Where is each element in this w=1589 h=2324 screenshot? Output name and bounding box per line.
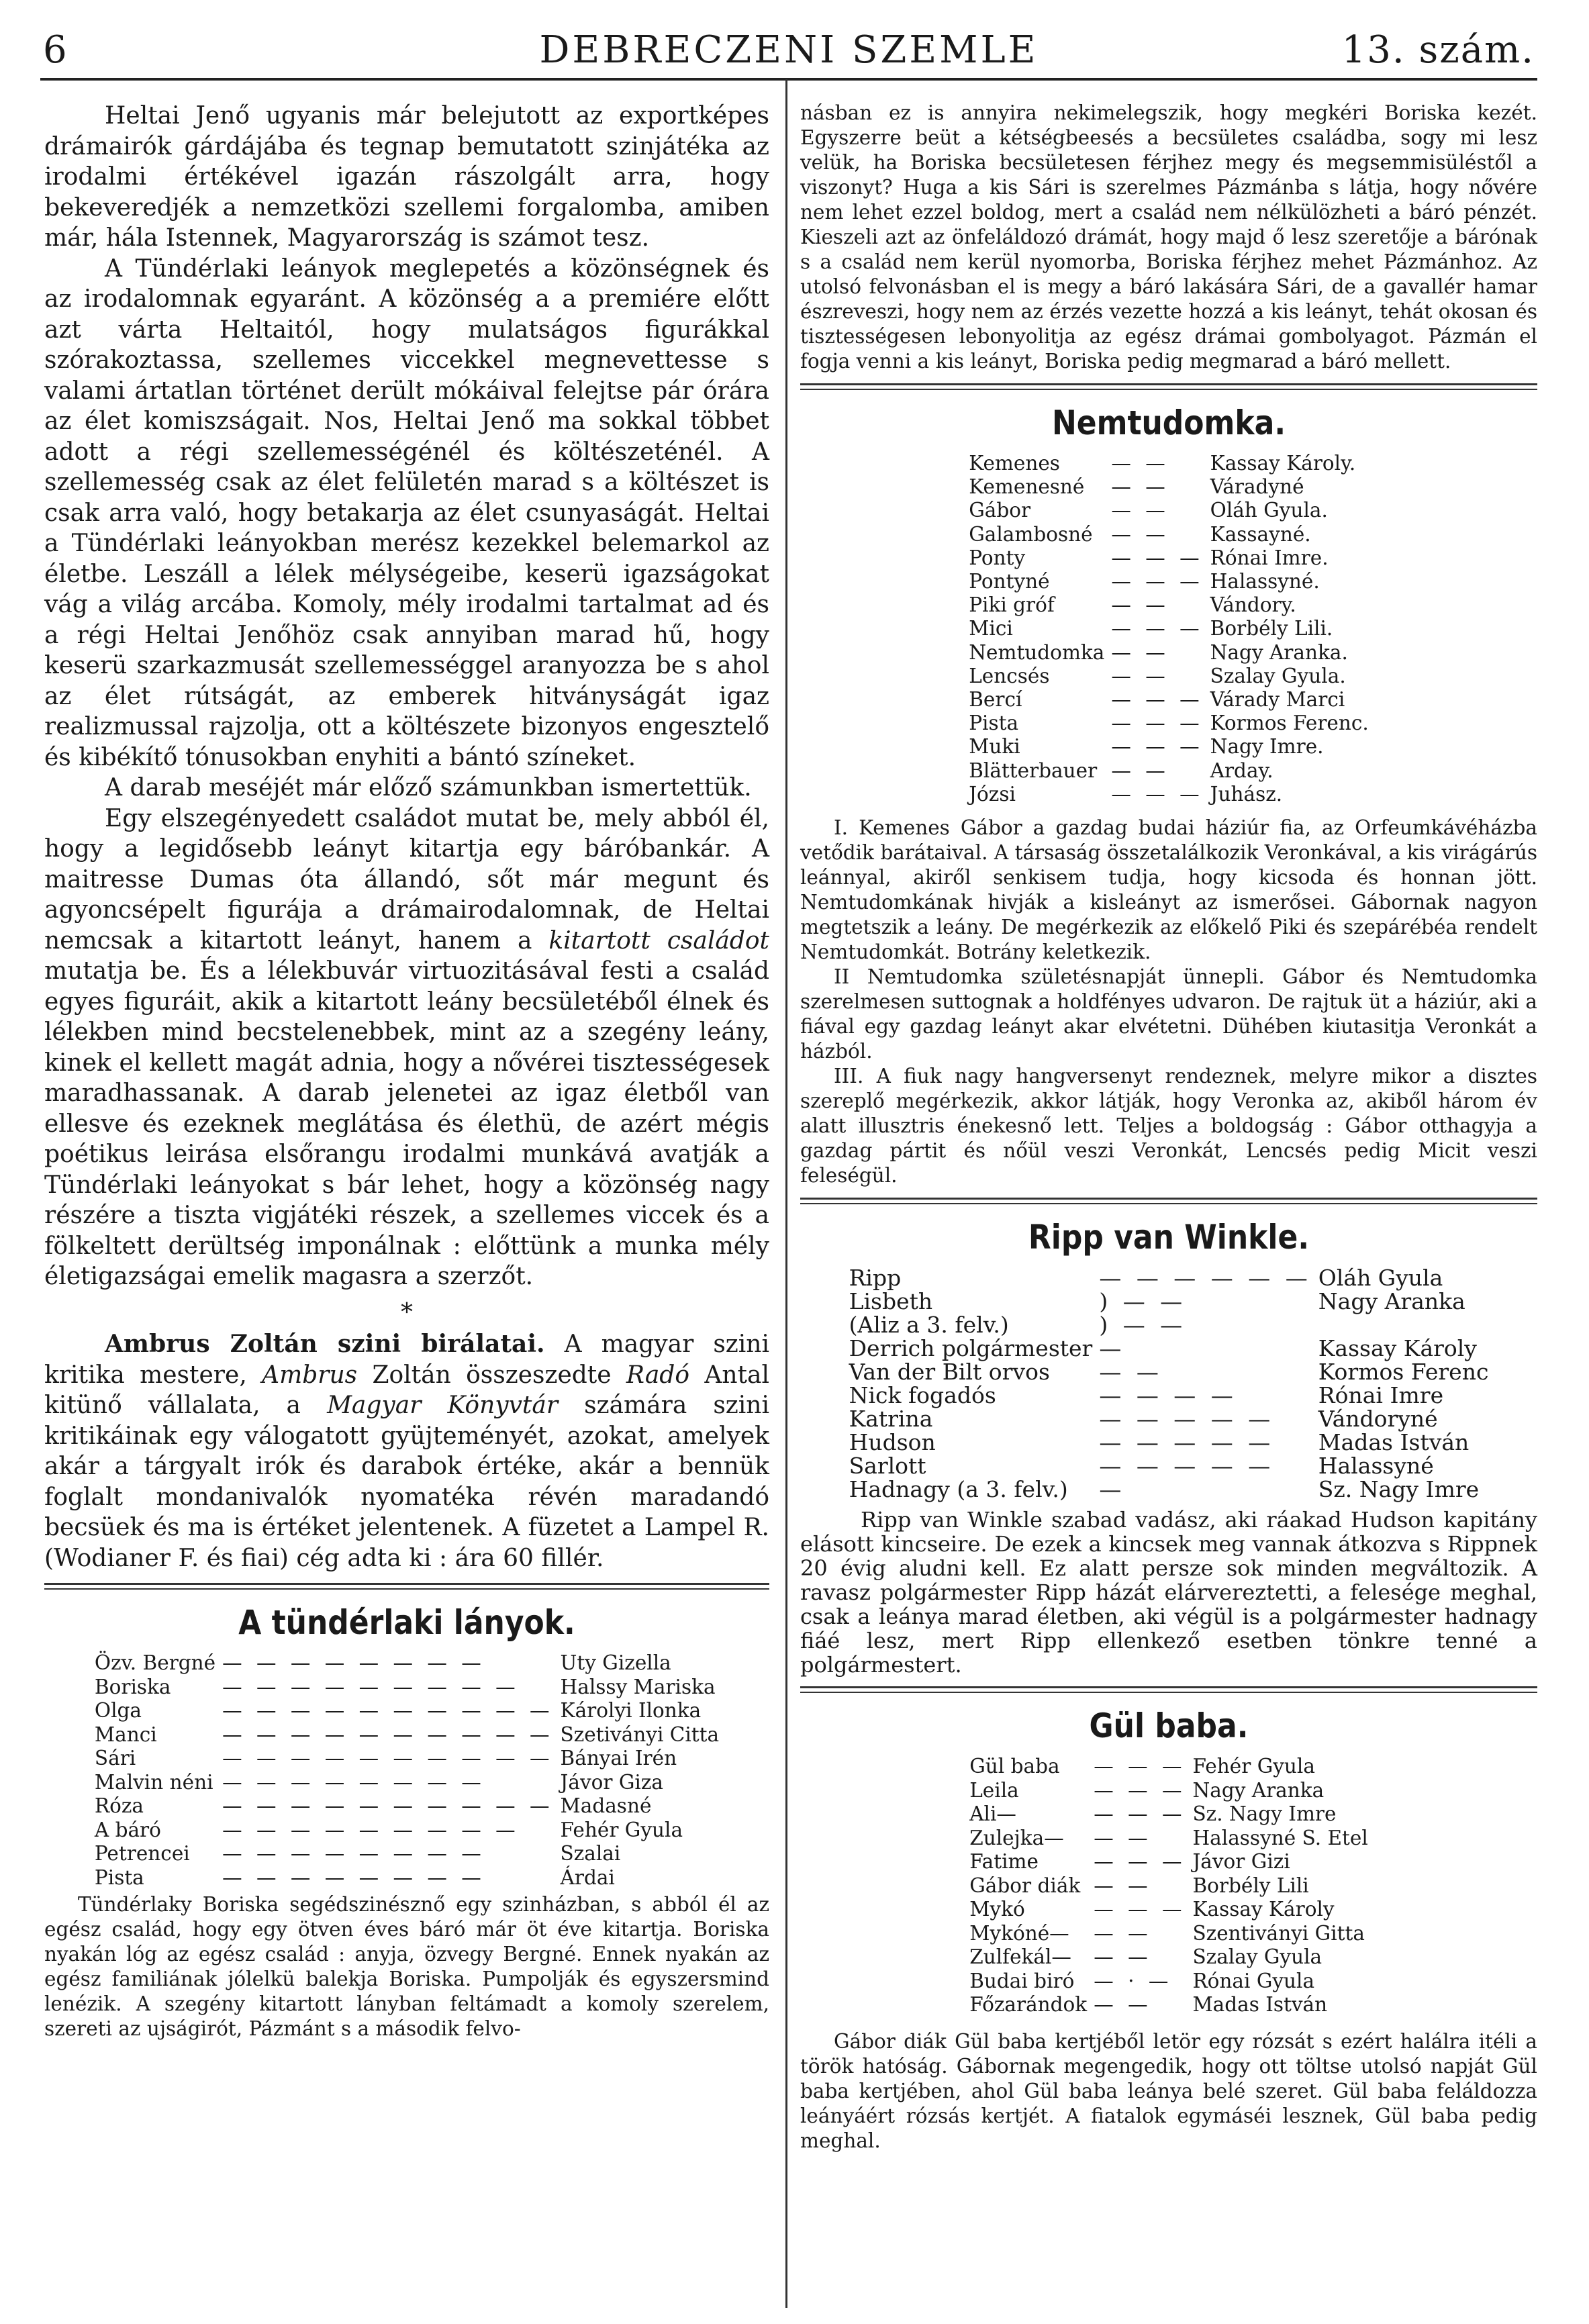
cast-row-nemtudomka [969,617,1369,640]
notice-lead: Ambrus Zoltán szini birálatai. [105,1330,545,1358]
cast-row-gul-baba [969,1827,1368,1851]
cast-role: Bercí [969,688,1022,712]
cast-role: Fatime [969,1850,1039,1874]
cast-dash: ) — — [1099,1312,1187,1339]
cast-actor: Várady Marci [1210,688,1345,712]
cast-dash: — — — — — — — — [222,1651,485,1674]
play-title-tunderlaki: A tündérlaki lányok. [238,1603,575,1642]
cast-row-gul-baba [969,1755,1368,1779]
cast-dash: — — — — — [1099,1429,1275,1456]
cast-role: Petrencei [94,1842,190,1865]
cast-dash: — — — [1094,1778,1186,1802]
cast-dash: — — — — — — — — — — [222,1794,554,1817]
cast-role: (Aliz a 3. felv.) [849,1312,1009,1339]
cast-actor: Rónai Imre [1318,1382,1444,1409]
cast-row-gul-baba [969,1945,1368,1970]
cast-actor: Szalay Gyula. [1210,664,1346,687]
cast-dash: — — — [1111,782,1204,806]
cast-actor: Oláh Gyula. [1210,499,1328,522]
cast-dash: — — [1094,1921,1152,1945]
cast-dash: — — [1111,452,1169,475]
cast-row-tunderlaki [95,1723,719,1747]
cast-actor: Borbély Lili [1192,1874,1309,1897]
cast-role: Gábor [969,499,1031,522]
cast-role: Lisbeth [849,1288,933,1315]
cast-role: Ponty [969,546,1026,569]
cast-role: Hadnagy (a 3. felv.) [849,1476,1068,1503]
cast-row-ripp [849,1337,1489,1360]
synopsis-gul-baba: Gábor diák Gül baba kertjéből letör egy rózsát s ezért halálra itéli a török hatóság. Gábornak megengedik, hogy ott töltse utolsó napját Gül baba kertjében, ahol Gül baba leánya belé szeret. Gül baba feláldozza leányáért rózsás kertjét. A fiatalok egymáséi lesznek, Gül baba pedig meghal. [800,2029,1537,2152]
cast-actor: Jávor Giza [560,1770,663,1794]
cast-role: Blätterbauer [969,759,1098,782]
cast-dash: — — [1094,1826,1152,1849]
cast-row-gul-baba [969,1802,1368,1827]
page-header [40,23,1537,77]
review-article [44,101,769,1573]
cast-row-gul-baba [969,1922,1368,1946]
cast-row-nemtudomka [969,783,1369,806]
cast-dash: — — — [1094,1802,1186,1826]
cast-dash: — — — — — — [1099,1265,1312,1292]
cast-row-nemtudomka [969,759,1369,783]
cast-role: Manci [94,1723,157,1746]
cast-dash: — — — — — [1099,1406,1275,1433]
cast-role: Leila [969,1778,1019,1802]
cast-role: Hudson [849,1429,936,1456]
article-paragraph: Egy elszegényedett családot mutat be, mely abból él, hogy a legidősebb leányt kitartja egy báróbankár. A maitresse Dumas óta állandó, sőt már megunt és agyoncsépelt figurája a drámairodalomnak, de Heltai nemcsak a kitartott leányt, hanem a kitartott családot mutatja be. És a lélekbuvár virtuozitásával festi a család egyes figuráit, akik a kitartott leány becsületéből élnek és lélekben mind becstelenebbek, mint az a szegény leány, kinek el kellett magát adnia, hogy a nővérei tisztességesek maradhassanak. A darab jelenetei az igaz életből van ellesve és ezeknek meglátása és élethü, de azért mégis poétikus leirása elsőrangu irodalmi munkává avatják a Tündérlaki leányokat s bár lehet, hogy a közönség nagy részére a tiszta vigjátéki részek, a szellemes viccek és a fölkeltett derültség imponálnak : előttünk a munka mély életigazságai emelik magasra a szerzőt. [44,804,769,1290]
cast-actor: Oláh Gyula [1318,1265,1443,1292]
cast-dash: — · — [1094,1969,1173,1992]
cast-dash: — — [1111,593,1169,617]
section-rule [44,1583,769,1590]
synopsis-ripp: Ripp van Winkle szabad vadász, aki ráakad Hudson kapitány elásott kincseire. De ezek a kincsek meg vannak átkozva s Rippnek 20 évig aludni kell. Ez alatt persze sok minden megváltozik. A ravasz polgármester Ripp házát elárvereztetti, a felesége meghal, csak a leánya marad életben, aki végül is a polgármester hadnagy fiáé lesz, mert Ripp ellenkező esetben tönkre tenné a polgármestert. [800,1507,1537,1678]
cast-dash: — — [1111,475,1169,499]
section-separator-star: * [401,1298,413,1326]
cast-actor: Nagy Aranka [1318,1288,1465,1315]
cast-actor: Fehér Gyula [560,1818,683,1841]
cast-dash: — — [1111,640,1169,664]
cast-row-nemtudomka [969,593,1369,617]
cast-dash: ) — — [1099,1288,1187,1315]
cast-actor: Bányai Irén [560,1747,677,1770]
cast-role: Sári [94,1747,136,1770]
cast-actor: Juhász. [1210,782,1283,806]
cast-dash: — — — [1111,546,1204,569]
cast-actor: Madasné [560,1794,652,1817]
cast-role: Pontyné [969,570,1050,593]
cast-actor: Kormos Ferenc. [1210,712,1369,735]
cast-dash: — — — — — [1099,1453,1275,1480]
cast-actor: Kormos Ferenc [1318,1359,1489,1386]
cast-list-ripp [849,1266,1489,1501]
cast-row-ripp [849,1478,1489,1501]
cast-role: Kemenesné [969,475,1085,499]
cast-role: Piki gróf [969,593,1055,617]
synopsis-tunderlaki: Tündérlaky Boriska segédszinésznő egy szinházban, s abból él az egész család, hogy egy ötven éves báró már öt éve kitartja. Boriska nyakán lóg az egész család : anyja, özvegy Bergné. Ennek nyakán az egész familiának jólelkü balekja Boriska. Pumpolják és egyszersmind lenézik. A szegény kitartott lányban feltámadt a komoly szerelem, szereti az ujságirót, Pázmánt s a második felvo- [44,1893,769,2040]
cast-actor: Halassyné. [1210,570,1320,593]
cast-actor: Szalay Gyula [1192,1945,1322,1969]
cast-role: Kemenes [969,452,1060,475]
cast-actor: Madas István [1192,1993,1328,2017]
cast-actor: Árdai [560,1866,615,1889]
right-column [800,101,1537,2153]
cast-role: Lencsés [969,664,1050,687]
cast-actor: Borbély Lili. [1210,617,1333,640]
cast-row-ripp [849,1290,1489,1313]
cast-row-gul-baba [969,1779,1368,1803]
cast-role: Róza [94,1794,144,1817]
cast-role: Nick fogadós [849,1382,996,1409]
cast-role: A báró [94,1818,161,1841]
cast-role: Gábor diák [969,1874,1081,1897]
cast-row-tunderlaki [95,1699,719,1723]
cast-role: Pista [94,1866,144,1889]
header-rule [40,78,1537,81]
cast-row-gul-baba [969,1970,1368,1994]
cast-dash: — — — [1111,688,1204,712]
cast-dash: — — — — — — — — — [222,1818,520,1841]
cast-actor: Madas István [1318,1429,1470,1456]
cast-dash: — — — [1094,1755,1186,1778]
cast-actor: Nagy Imre. [1210,735,1324,759]
cast-list-gul-baba [969,1755,1368,2017]
cast-role: Derrich polgármester [849,1335,1093,1362]
cast-role: Mykó [969,1898,1025,1921]
cast-actor: Vándoryné [1318,1406,1438,1433]
cast-actor: Kassay Károly. [1210,452,1356,475]
cast-row-nemtudomka [969,546,1369,570]
cast-dash: — — — [1111,712,1204,735]
cast-dash: — — — — [1099,1382,1237,1409]
cast-actor: Szetiványi Citta [560,1723,720,1746]
page-number: 6 [43,28,68,72]
cast-role: Olga [94,1699,142,1722]
cast-row-nemtudomka [969,688,1369,712]
cast-role: Mici [969,617,1013,640]
synopsis-nemtudomka: I. Kemenes Gábor a gazdag budai háziúr fia, az Orfeumkávéházba vetődik barátaival. A társaság összetalálkozik Veronkával, a kis virágárús leánnyal, akiről senkisem tudja, hogy kicsoda és honnan jött. Nemtudomkának hivják a kisleányt az ismerősei. Gábornak nagyon megtetszik a leány. De megérkezik az előkelő Piki és szepárébéa rendelt Nemtudomkát. Botrány keletkezik. II Nemtudomka születésnapját ünnepli. Gábor és Nemtudomka szerelmesen suttognak a holdfényes udvaron. De rajtuk üt a háziúr, aki a fiával egy gazdag leányt akar elvétetni. Dühében kiutasitja Veronkát a házból. III. A fiuk nagy hangversenyt rendeznek, melyre mikor a disztes szereplő megérkezik, akkor látják, hogy Veronka az, akiből három év alatt illusztris énekesnő lett. Teljes a boldogság : Gábor otthagyja a gazdag pártit és nőül veszi Veronkát, Lencsés pedig Micit veszi feleségül. [800,816,1537,1188]
cast-row-ripp [849,1431,1489,1454]
cast-dash: — — — [1094,1898,1186,1921]
cast-row-tunderlaki [95,1651,719,1676]
cast-dash: — — — — — — — — — — [222,1699,554,1722]
cast-row-nemtudomka [969,665,1369,688]
cast-row-ripp [849,1407,1489,1431]
cast-row-nemtudomka [969,499,1369,522]
cast-row-ripp [849,1313,1489,1337]
cast-row-tunderlaki [95,1747,719,1771]
cast-role: Sarlott [849,1453,926,1480]
cast-row-nemtudomka [969,475,1369,499]
cast-dash: — — — — — — — — — — [222,1723,554,1746]
cast-actor: Kassay Károly [1192,1898,1335,1921]
cast-dash: — — — — — — — — — [222,1675,520,1698]
cast-dash: — — [1111,664,1169,687]
article-paragraph: A darab meséjét már előző számunkban ismertettük. [105,774,752,802]
cast-dash: — — — — — — — — [222,1842,485,1865]
cast-actor: Uty Gizella [560,1651,671,1674]
cast-dash: — — [1111,759,1169,782]
cast-role: Van der Bilt orvos [849,1359,1050,1386]
left-column [44,101,769,2041]
cast-role: Főzarándok [969,1993,1088,2017]
column-rule [785,79,787,2308]
cast-actor: Szentiványi Gitta [1192,1921,1365,1945]
cast-actor: Halssy Mariska [560,1675,716,1698]
ambrus-notice: Ambrus Zoltán szini birálatai. A magyar szini kritika mestere, Ambrus Zoltán összeszedte Radó Antal kitünő vállalata, a Magyar Könyvtár számára szini kritikáinak egy válogatott gyüjteményét, azokat, amelyek akár a tárgyalt irók és darabok értéke, akár a bennük foglalt mondanivalók nyomatéka révén maradandó becsüek és ma is értéket jelentenek. A füzetet a Lampel R. (Wodianer F. és fiai) cég adta ki : ára 60 fillér. [44,1330,769,1572]
italic-phrase: kitartott családot [548,926,769,955]
cast-list-tunderlaki [95,1651,719,1890]
cast-dash: — — [1094,1993,1152,2017]
cast-dash: — — [1111,522,1169,546]
cast-actor: Halassyné S. Etel [1192,1826,1368,1849]
cast-dash: — — [1094,1945,1152,1969]
cast-actor: Rónai Gyula [1192,1969,1315,1992]
cast-role: Pista [969,712,1019,735]
cast-row-gul-baba [969,1898,1368,1922]
cast-role: Gül baba [969,1755,1060,1778]
cast-row-ripp [849,1266,1489,1290]
cast-dash: — — — — — — — — [222,1770,485,1794]
cast-dash: — — — [1111,735,1204,759]
cast-row-gul-baba [969,1874,1368,1898]
cast-row-ripp [849,1384,1489,1407]
cast-role: Ripp [849,1265,902,1292]
cast-actor: Szalai [560,1842,621,1865]
cast-actor: Fehér Gyula [1192,1755,1315,1778]
cast-list-nemtudomka [969,452,1369,806]
cast-actor: Károlyi Ilonka [560,1699,702,1722]
cast-row-tunderlaki [95,1771,719,1795]
cast-role: Ali— [969,1802,1016,1826]
cast-actor: Sz. Nagy Imre [1318,1476,1480,1503]
cast-actor: Rónai Imre. [1210,546,1329,569]
cast-row-gul-baba [969,1993,1368,2017]
section-rule [800,1686,1537,1693]
cast-row-tunderlaki [95,1676,719,1700]
cast-dash: — — [1111,499,1169,522]
newspaper-title: DEBRECZENI SZEMLE [539,28,1039,72]
cast-row-nemtudomka [969,523,1369,546]
cast-dash: — — — — — — — — [222,1866,485,1889]
article-paragraph: A Tündérlaki leányok meglepetés a közönségnek és az irodalomnak egyaránt. A közönség a a premiére előtt azt várta Heltaitól, hogy mulatságos figurákkal szórakoztassa, szellemes viccekkel megnevettesse s valami ártatlan történet derült mókáival felejtse pár órára az élet komiszságait. Nos, Heltai Jenő ma sokkal többet adott a régi szellemességénél és költészeténél. A szellemesség csak az élet felületén marad s a költészet is csak arra való, hogy betakarja az élet csunyaságát. Heltai a Tündérlaki leányokban merész kezekkel belemarkol az életbe. Leszáll a lélek mélységeibe, keserü igazságokat vág a világ arcába. Komoly, mély irodalmi tartalmat ad és a régi Heltai Jenőhöz csak annyiban marad hű, hogy keserü szarkazmusát szellemességgel aranyozza be s ahol az élet rútságát, az emberek hitványságát igaz realizmussal rajzolja, ott a költészete bizonyos engesztelő és kibékítő tónusokban enyhiti a bántó színeket. [44,254,769,771]
cast-role: Muki [969,735,1020,759]
issue-number: 13. szám. [1341,28,1535,72]
cast-role: Katrina [849,1406,933,1433]
cast-row-nemtudomka [969,570,1369,593]
cast-actor: Vándory. [1210,593,1296,617]
cast-role: Mykóné— [969,1921,1069,1945]
cast-row-ripp [849,1454,1489,1478]
cast-role: Józsi [969,782,1016,806]
cast-row-ripp [849,1360,1489,1384]
cast-dash: — — [1094,1874,1152,1897]
cast-role: Zulfekál— [969,1945,1071,1969]
cast-actor: Arday. [1210,759,1273,782]
cast-dash: — — — [1111,617,1204,640]
cast-dash: — — [1099,1359,1163,1386]
play-title-gul-baba: Gül baba. [1089,1706,1249,1746]
section-rule [800,383,1537,390]
cast-dash: — — — [1111,570,1204,593]
play-title-nemtudomka: Nemtudomka. [1051,403,1286,442]
cast-actor: Váradyné [1210,475,1304,499]
cast-row-tunderlaki [95,1819,719,1843]
cast-role: Özv. Bergné [94,1651,216,1674]
cast-role: Budai biró [969,1969,1075,1992]
section-rule [800,1198,1537,1204]
play-title-ripp: Ripp van Winkle. [1028,1218,1310,1257]
cast-row-tunderlaki [95,1866,719,1890]
synopsis-continuation: násban ez is annyira nekimelegszik, hogy megkéri Boriska kezét. Egyszerre beüt a kétségbeesés a becsületes családba, sogy mi lesz velük, ha Boriska becsületesen férjhez megy és megsemmisüléstől a viszonyt? Huga a kis Sári is szerelmes Pázmánba s látja, hogy nővére nem lehet ezzel boldog, mert a család nem nélkülözheti a báró pénzét. Kieszeli azt az önfeláldozó drámát, hogy majd ő lesz szeretője a bárónak s a család nem kerül nyomorba, Boriska férjhez mehet Pázmánhoz. Az utolsó felvonásban el is megy a báró lakására Sári, de a gavallér hamar észreveszi, hogy nem az érzés vezette hozzá a kis leányt, tehát okosan és tisztességesen lebonyolitja az egész drámai gombolyagot. Pázmán el fogja venni a kis leányt, Boriska pedig megmarad a báró mellett. [800,101,1537,373]
cast-actor: Kassayné. [1210,522,1311,546]
cast-row-nemtudomka [969,712,1369,735]
cast-row-gul-baba [969,1850,1368,1874]
cast-role: Nemtudomka [969,640,1105,664]
cast-role: Malvin néni [94,1770,213,1794]
cast-row-nemtudomka [969,641,1369,665]
cast-actor: Jávor Gizi [1192,1850,1290,1874]
article-paragraph: Heltai Jenő ugyanis már belejutott az exportképes drámairók gárdájába és tegnap bemutatott szinjátéka az irodalmi értékével igazán rászolgált arra, hogy bekeveredjék a nemzetközi szellemi forgalomba, amiben már, hála Istennek, Magyarország is számot tesz. [44,102,769,252]
cast-actor: Nagy Aranka. [1210,640,1348,664]
cast-role: Boriska [94,1675,171,1698]
cast-role: Galambosné [969,522,1093,546]
cast-actor: Halassyné [1318,1453,1434,1480]
cast-row-tunderlaki [95,1794,719,1819]
cast-role: Zulejka— [969,1826,1064,1849]
cast-dash: — — — [1094,1850,1186,1874]
cast-dash: — — — — — — — — — — [222,1747,554,1770]
cast-actor [1318,1313,1489,1337]
cast-dash: — [1099,1335,1126,1362]
cast-dash: — [1099,1476,1126,1503]
cast-row-nemtudomka [969,452,1369,475]
cast-actor: Nagy Aranka [1192,1778,1325,1802]
cast-row-tunderlaki [95,1842,719,1866]
cast-actor: Kassay Károly [1318,1335,1477,1362]
cast-actor: Sz. Nagy Imre [1192,1802,1337,1826]
cast-row-nemtudomka [969,735,1369,759]
